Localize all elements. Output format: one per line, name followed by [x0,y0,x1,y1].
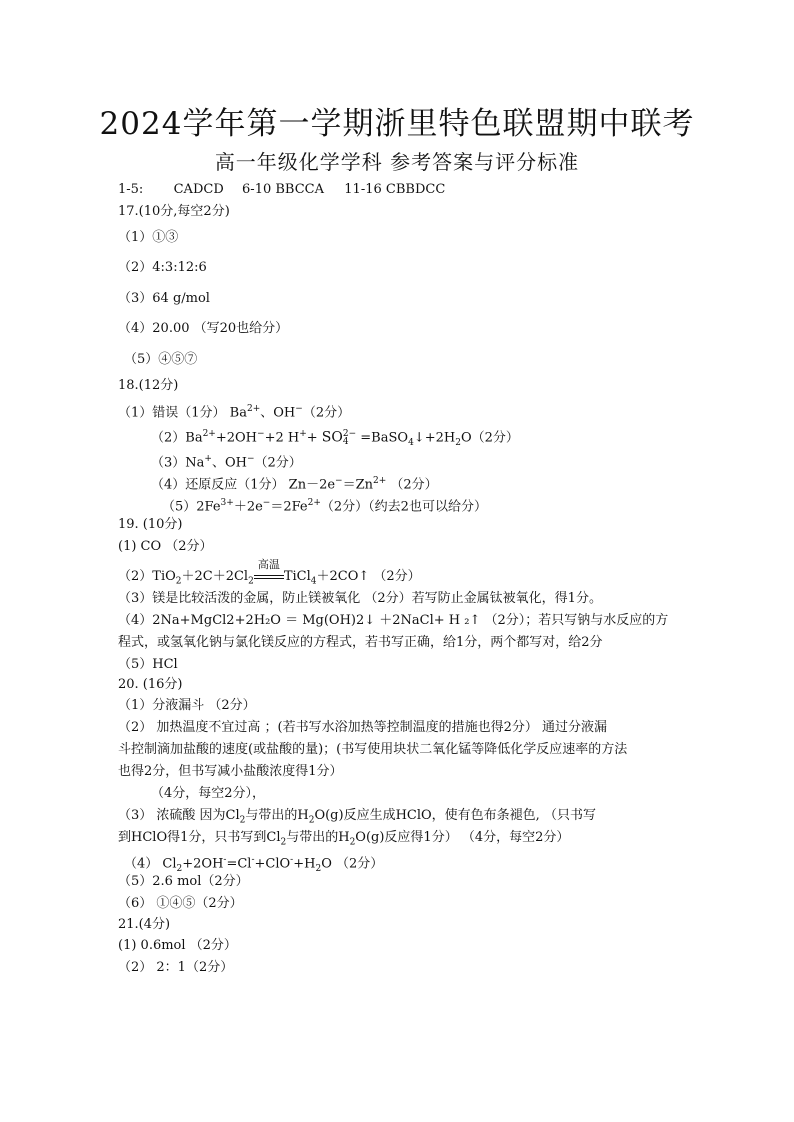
q19-heading: 19. (10分) [118,517,183,532]
q18-answer-5: $(5)2Fe^{3+}+2e^-=2Fe^{2+}(2$分）（约去2也可以给分） [162,498,487,515]
page-subtitle: 高一年级化学学科 参考答案与评分标准 [214,150,580,174]
sulfate-formula: SO [321,429,343,446]
q21-answer-1: (1) 0.6mol （2分） [118,938,237,953]
q20-answer-6: （6） ①④⑤（2分） [118,896,243,911]
choice-answer-2: 6-10 BBCCA [242,182,324,197]
page-title: 2024学年第一学期浙里特色联盟期中联考 [99,106,695,142]
q20-answer-2-line-4: （4分，每空2分）， [151,786,266,801]
q17-answer-4: （4）20.00 （写20也给分） [118,321,289,336]
q19-answer-1: (1) CO （2分） [118,539,213,554]
q20-answer-2-line-3: 也得2分，但书写减小盐酸浓度得1分） [118,764,343,779]
q17-answer-2: （2）4:3:12:6 [118,260,207,275]
q21-heading: 21.(4分) [118,917,171,932]
q19-answer-4-line-2: 程式，或氢氧化钠与氯化镁反应的方程式，若书写正确，给1分，两个都写对，给2分 [118,635,603,650]
q20-answer-3-line-1: （3） 浓硫酸 因为$Cl_2$与带出的$H_2O(g)$反应生成HClO，使有色布条褪色, （只书写 [118,808,596,826]
choice-range-1: 1-5: [118,182,144,197]
q19-answer-3: （3）镁是比较活泼的金属，防止镁被氧化 （2分）若写防止金属钛被氧化，得1分。 [118,591,602,606]
q20-answer-5: （5）2.6 mol（2分） [118,874,249,889]
q17-answer-1: （1）①③ [118,230,179,245]
q20-answer-3-line-2: 到HClO得1分，只书写到$Cl_2$与带出的$H_2O(g)$反应得1分） （4分，每空2分） [118,830,570,848]
q20-answer-4: （4） $Cl_2+2OH^-=Cl^-+ClO^-+H_2O$ （2分） [124,855,384,874]
reaction-condition-arrow: 高温 [254,568,284,586]
q20-answer-2-line-1: （2） 加热温度不宜过高 ；(若书写水浴加热等控制温度的措施也得2分） 通过分液漏 [118,720,608,735]
q18-heading: 18.(12分) [118,378,179,393]
q18-answer-3: （3）Na+、OH−（2分） [151,454,302,471]
q18-answer-2: $(2)Ba^{2+}+2OH^-+2$ H++ SO 2− 4 $=BaSO_4↓+2H_2O(2$分） [151,428,519,448]
q21-answer-2: （2） 2：1（2分） [118,960,234,975]
q18-answer-4: （4）还原反应（1分） $Zn-2e^-=Zn^{2+}$ （2分） [151,476,438,493]
q19-answer-2: $(2)TiO_2+2C+2Cl_2$ 高温 TiCl$_4$＋2CO↑ （2分） [118,558,421,587]
q17-heading: 17.(10分,每空2分) [118,204,230,219]
q20-answer-1: （1）分液漏斗 （2分） [118,698,256,713]
q18-answer-1: （1）错误（1分） $Ba^{2+}$、OH−（2分） [118,404,351,421]
choice-answer-1: CADCD [173,182,224,197]
q17-answer-5: （5）④⑤⑦ [124,352,198,367]
choice-answer-3: 11-16 CBBDCC [344,182,446,197]
q20-answer-2-line-2: 斗控制滴加盐酸的速度(或盐酸的量)；(书写使用块状二氧化锰等降低化学反应速率的方法 [118,742,628,757]
q19-answer-5: （5）HCl [118,657,178,672]
q17-answer-3: （3）64 g/mol [118,291,210,306]
q20-heading: 20. (16分) [118,677,183,692]
choice-answers [118,181,445,199]
q19-answer-4-line-1: （4）2Na+MgCl2+2H₂O ＝ Mg(OH)2↓ ＋2NaCl+ H ₂↑ （2分）；若只写钠与水反应的方 [118,613,669,628]
